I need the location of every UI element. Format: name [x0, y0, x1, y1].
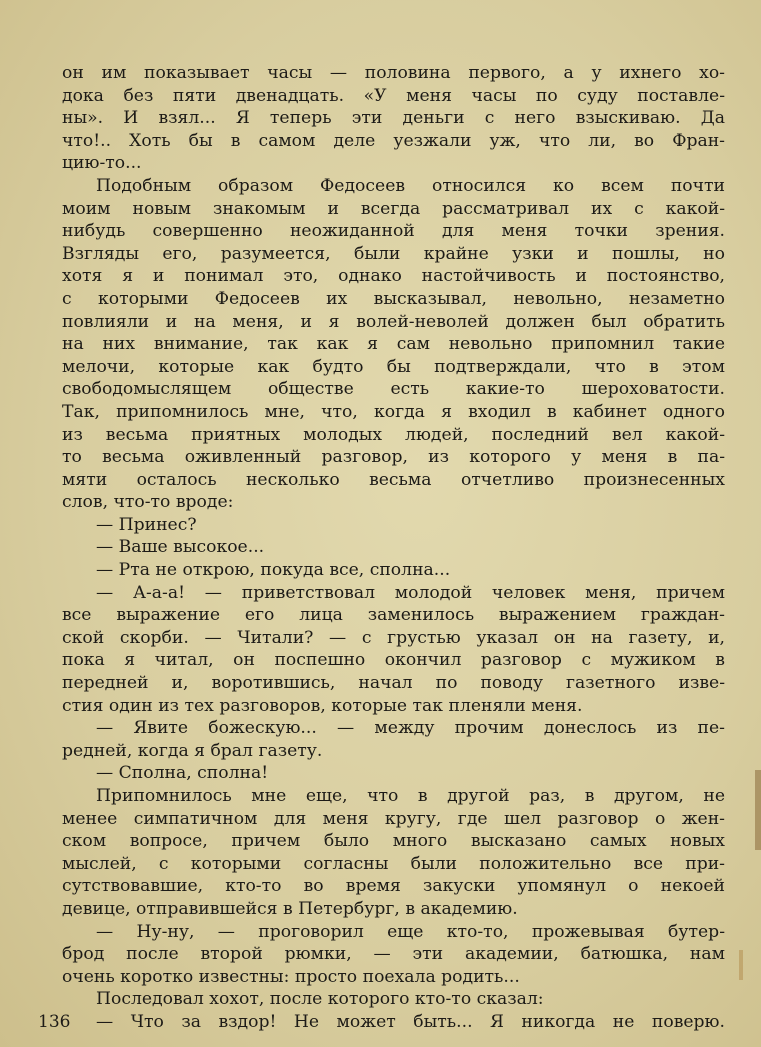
text-line: слов, что-то вроде: [62, 492, 234, 513]
text-line: очень коротко известны: просто поехала родить... [62, 966, 520, 987]
text-line: сутствовавшие, кто-то во время закуски упомянул о некоей [62, 876, 725, 897]
text-line: — Рта не открою, покуда все, сполна... [96, 560, 451, 581]
text-line: мелочи, которые как будто бы подтверждали, что в этом [62, 356, 725, 377]
text-line: дока без пяти двенадцать. «У меня часы по суду поставле- [62, 85, 725, 106]
text-line: Так, припомнилось мне, что, когда я входил в кабинет одного [62, 401, 725, 422]
text-line: — Что за вздор! Не может быть... Я никогда не поверю. [96, 1011, 725, 1032]
text-line: из весьма приятных молодых людей, последний вел какой- [62, 424, 725, 445]
text-line: ской скорби. — Читали? — с грустью указал он на газету, и, [62, 627, 725, 648]
text-line: Взгляды его, разумеется, были крайне узки и пошлы, но [62, 243, 725, 264]
text-line: — Явите божескую... — между прочим донеслось из пе- [96, 718, 725, 739]
text-line: Последовал хохот, после которого кто-то сказал: [96, 989, 544, 1010]
text-line: — Принес? [96, 514, 197, 535]
page-edge-mark [739, 950, 743, 980]
text-line: мыслей, с которыми согласны были положительно все при- [62, 853, 725, 874]
text-line: — А-а-а! — приветствовал молодой человек меня, причем [96, 582, 725, 603]
text-line: ны». И взял... Я теперь эти деньги с него взыскиваю. Да [62, 108, 725, 129]
text-line: нибудь совершенно неожиданной для меня точки зрения. [62, 221, 725, 242]
text-line: Припомнилось мне еще, что в другой раз, в другом, не [96, 786, 725, 806]
text-line: — Сполна, сполна! [96, 763, 269, 784]
text-line: свободомыслящем обществе есть какие-то шероховатости. [62, 379, 725, 400]
text-line: повлияли и на меня, и я волей-неволей должен был обратить [62, 311, 725, 332]
text-line: — Ну-ну, — проговорил еще кто-то, прожевывая бутер- [96, 921, 725, 942]
page-edge-mark [755, 770, 761, 850]
text-line: редней, когда я брал газету. [62, 740, 323, 761]
text-line: то весьма оживленный разговор, из которого у меня в па- [62, 447, 725, 468]
text-line: хотя я и понимал это, однако настойчивость и постоянство, [62, 266, 725, 287]
text-line: цию-то... [62, 153, 142, 174]
text-line: Подобным образом Федосеев относился ко всем почти [96, 175, 725, 196]
text-line: что!.. Хоть бы в самом деле уезжали уж, что ли, во Фран- [62, 130, 725, 151]
text-line: стия один из тех разговоров, которые так пленяли меня. [62, 695, 583, 716]
text-line: на них внимание, так как я сам невольно припомнил такие [62, 334, 725, 355]
text-line: он им показывает часы — половина первого, а у ихнего хо- [62, 63, 725, 83]
page-number: 136 [38, 1012, 71, 1032]
body-text [62, 62, 725, 1034]
text-line: ском вопросе, причем было много высказано самых новых [62, 831, 725, 852]
text-line: моим новым знакомым и всегда рассматривал их с какой- [62, 198, 725, 219]
text-line: девице, отправившейся в Петербург, в академию. [62, 898, 518, 919]
text-line: пока я читал, он поспешно окончил разговор с мужиком в [62, 650, 725, 671]
text-line: менее симпатичном для меня кругу, где шел разговор о жен- [62, 808, 725, 829]
text-line: мяти осталось несколько весьма отчетливо произнесенных [62, 469, 725, 490]
text-line: брод после второй рюмки, — эти академии, батюшка, нам [62, 944, 725, 965]
text-line: все выражение его лица заменилось выражением граждан- [62, 605, 725, 626]
text-line: — Ваше высокое... [96, 537, 265, 558]
text-line: передней и, воротившись, начал по поводу газетного изве- [62, 673, 725, 694]
text-line: с которыми Федосеев их высказывал, невольно, незаметно [62, 288, 725, 309]
